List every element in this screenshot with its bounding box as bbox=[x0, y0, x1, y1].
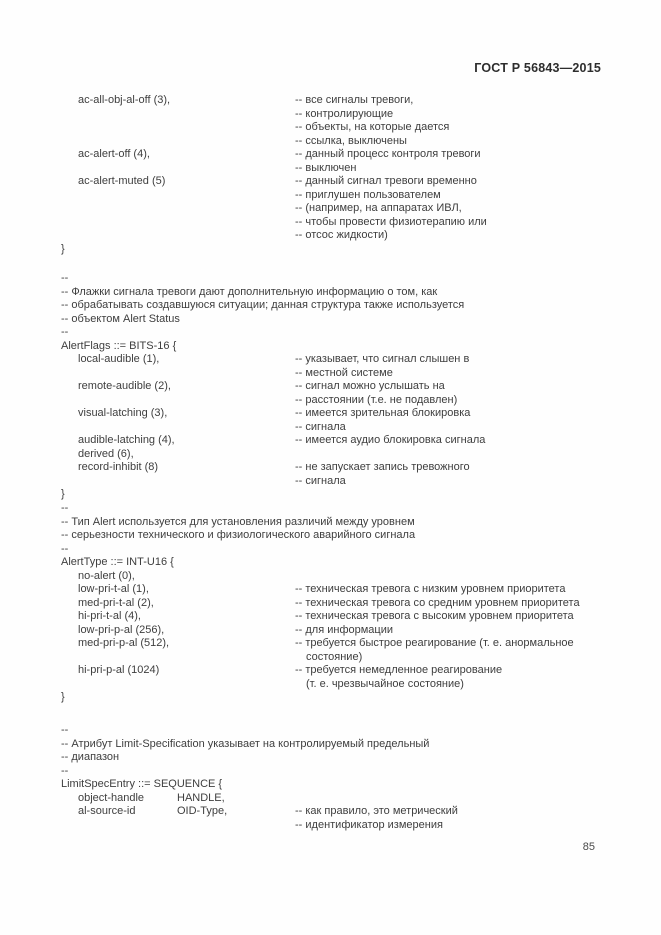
code-line bbox=[0, 340, 661, 354]
comment-text: -- чтобы провести физиотерапию или bbox=[295, 215, 487, 228]
asn1-token: AlertFlags ::= BITS-16 { bbox=[61, 339, 177, 352]
asn1-token: ac-alert-muted (5) bbox=[78, 175, 166, 187]
comment-continuation-text: состояние) bbox=[306, 650, 363, 663]
comment-text: -- сигнала bbox=[295, 474, 346, 487]
comment-text: -- как правило, это метрический bbox=[295, 805, 458, 817]
code-line bbox=[0, 488, 661, 502]
asn1-token: derived (6), bbox=[78, 447, 134, 460]
asn1-token: al-source-id bbox=[78, 805, 136, 817]
comment-text: -- ссылка, выключены bbox=[295, 134, 407, 147]
code-line bbox=[0, 792, 661, 806]
asn1-token: -- обрабатывать создавшуюся ситуации; данная структура также используется bbox=[61, 299, 465, 311]
comment-text: -- (например, на аппаратах ИВЛ, bbox=[295, 202, 462, 214]
asn1-token: remote-audible (2), bbox=[78, 380, 171, 392]
code-line bbox=[0, 624, 661, 638]
asn1-token: -- диапазон bbox=[61, 751, 120, 763]
asn1-token: -- bbox=[61, 272, 69, 284]
asn1-type-token: OID-Type, bbox=[177, 805, 228, 817]
code-line bbox=[0, 516, 661, 530]
code-line bbox=[0, 189, 661, 203]
code-line bbox=[0, 407, 661, 421]
code-line bbox=[0, 175, 661, 189]
asn1-token: -- bbox=[61, 542, 69, 555]
code-line bbox=[0, 556, 661, 570]
code-line bbox=[0, 819, 661, 833]
code-line bbox=[0, 108, 661, 122]
asn1-token: -- bbox=[61, 764, 69, 777]
asn1-token: ac-all-obj-al-off (3), bbox=[78, 94, 171, 106]
code-line bbox=[0, 353, 661, 367]
code-line bbox=[0, 394, 661, 408]
comment-text: -- сигнал можно услышать на bbox=[295, 380, 445, 392]
code-line bbox=[0, 778, 661, 792]
comment-text: -- данный процесс контроля тревоги bbox=[295, 148, 481, 160]
code-line bbox=[0, 94, 661, 108]
comment-text: -- имеется зрительная блокировка bbox=[295, 407, 471, 419]
code-line bbox=[0, 765, 661, 779]
code-line bbox=[0, 202, 661, 216]
code-line bbox=[0, 691, 661, 705]
code-line bbox=[0, 135, 661, 149]
comment-text: -- отсос жидкости) bbox=[295, 229, 388, 241]
code-line bbox=[0, 751, 661, 765]
asn1-token: object-handle bbox=[78, 791, 145, 804]
comment-text: -- все сигналы тревоги, bbox=[295, 94, 414, 106]
code-line bbox=[0, 529, 661, 543]
code-line bbox=[0, 286, 661, 300]
code-line bbox=[0, 651, 661, 665]
code-line bbox=[0, 367, 661, 381]
code-line bbox=[0, 610, 661, 624]
comment-text: -- требуется быстрое реагирование (т. е. анормальное bbox=[295, 637, 574, 649]
asn1-token: AlertType ::= INT-U16 { bbox=[61, 556, 174, 568]
comment-text: -- контролирующие bbox=[295, 107, 394, 120]
asn1-type-token: HANDLE, bbox=[177, 791, 225, 804]
code-line bbox=[0, 637, 661, 651]
code-line bbox=[0, 148, 661, 162]
comment-text: -- для информации bbox=[295, 623, 394, 636]
code-line bbox=[0, 326, 661, 340]
asn1-token: med-pri-t-al (2), bbox=[78, 596, 154, 609]
code-line bbox=[0, 724, 661, 738]
comment-text: -- объекты, на которые дается bbox=[295, 121, 450, 133]
asn1-token: -- объектом Alert Status bbox=[61, 312, 180, 325]
comment-text: -- требуется немедленное реагирование bbox=[295, 664, 503, 676]
comment-text: -- не запускает запись тревожного bbox=[295, 461, 470, 473]
code-line bbox=[0, 448, 661, 462]
code-line bbox=[0, 583, 661, 597]
comment-text: -- техническая тревога со средним уровнем приоритета bbox=[295, 596, 580, 609]
asn1-token: audible-latching (4), bbox=[78, 434, 175, 446]
code-line bbox=[0, 475, 661, 489]
asn1-token: -- Флажки сигнала тревоги дают дополнительную информацию о том, как bbox=[61, 285, 438, 298]
code-line bbox=[0, 299, 661, 313]
asn1-token: hi-pri-p-al (1024) bbox=[78, 664, 160, 676]
comment-text: -- сигнала bbox=[295, 420, 346, 433]
asn1-token: record-inhibit (8) bbox=[78, 461, 159, 473]
code-section-alert-type bbox=[0, 502, 661, 705]
comment-text: -- данный сигнал тревоги временно bbox=[295, 175, 477, 187]
asn1-token: LimitSpecEntry ::= SEQUENCE { bbox=[61, 778, 223, 790]
asn1-token: -- bbox=[61, 502, 69, 514]
code-line bbox=[0, 121, 661, 135]
code-line bbox=[0, 664, 661, 678]
asn1-token: low-pri-t-al (1), bbox=[78, 583, 149, 595]
asn1-token: -- bbox=[61, 724, 69, 736]
code-line bbox=[0, 434, 661, 448]
code-line bbox=[0, 272, 661, 286]
code-section-alert-control-states bbox=[0, 94, 661, 256]
code-line bbox=[0, 421, 661, 435]
code-line bbox=[0, 543, 661, 557]
asn1-token: med-pri-p-al (512), bbox=[78, 637, 170, 649]
comment-continuation-text: (т. е. чрезвычайное состояние) bbox=[306, 677, 464, 690]
comment-text: -- техническая тревога с низким уровнем приоритета bbox=[295, 583, 566, 595]
code-line bbox=[0, 805, 661, 819]
asn1-token: visual-latching (3), bbox=[78, 407, 168, 419]
asn1-token: -- Атрибут Limit-Specification указывает на контролируемый предельный bbox=[61, 737, 430, 750]
code-line bbox=[0, 243, 661, 257]
code-line bbox=[0, 162, 661, 176]
code-line bbox=[0, 738, 661, 752]
code-line bbox=[0, 313, 661, 327]
asn1-token: -- серьезности технического и физиологического аварийного сигнала bbox=[61, 529, 416, 541]
code-line bbox=[0, 229, 661, 243]
code-section-alert-flags bbox=[0, 272, 661, 502]
asn1-token: } bbox=[61, 488, 65, 500]
asn1-token: } bbox=[61, 691, 65, 703]
asn1-token: -- Тип Alert используется для установления различий между уровнем bbox=[61, 515, 415, 528]
asn1-token: local-audible (1), bbox=[78, 353, 160, 365]
asn1-token: ac-alert-off (4), bbox=[78, 148, 150, 160]
code-line bbox=[0, 597, 661, 611]
asn1-token: -- bbox=[61, 326, 69, 338]
comment-text: -- техническая тревога с высоким уровнем приоритета bbox=[295, 610, 574, 622]
page-number: 85 bbox=[582, 841, 595, 853]
comment-text: -- местной системе bbox=[295, 366, 393, 379]
comment-text: -- приглушен пользователем bbox=[295, 188, 441, 201]
comment-text: -- расстоянии (т.е. не подавлен) bbox=[295, 393, 458, 406]
asn1-token: hi-pri-t-al (4), bbox=[78, 610, 141, 622]
code-line bbox=[0, 502, 661, 516]
code-line bbox=[0, 678, 661, 692]
code-line bbox=[0, 380, 661, 394]
comment-text: -- указывает, что сигнал слышен в bbox=[295, 353, 470, 365]
code-section-limit-spec-entry bbox=[0, 724, 661, 832]
asn1-token: low-pri-p-al (256), bbox=[78, 623, 165, 636]
comment-text: -- выключен bbox=[295, 161, 357, 174]
document-header-title: ГОСТ Р 56843—2015 bbox=[474, 61, 601, 75]
code-line bbox=[0, 570, 661, 584]
code-line bbox=[0, 461, 661, 475]
asn1-token: no-alert (0), bbox=[78, 569, 135, 582]
code-line bbox=[0, 216, 661, 230]
comment-text: -- идентификатор измерения bbox=[295, 818, 443, 831]
comment-text: -- имеется аудио блокировка сигнала bbox=[295, 434, 486, 446]
asn1-token: } bbox=[61, 242, 65, 255]
